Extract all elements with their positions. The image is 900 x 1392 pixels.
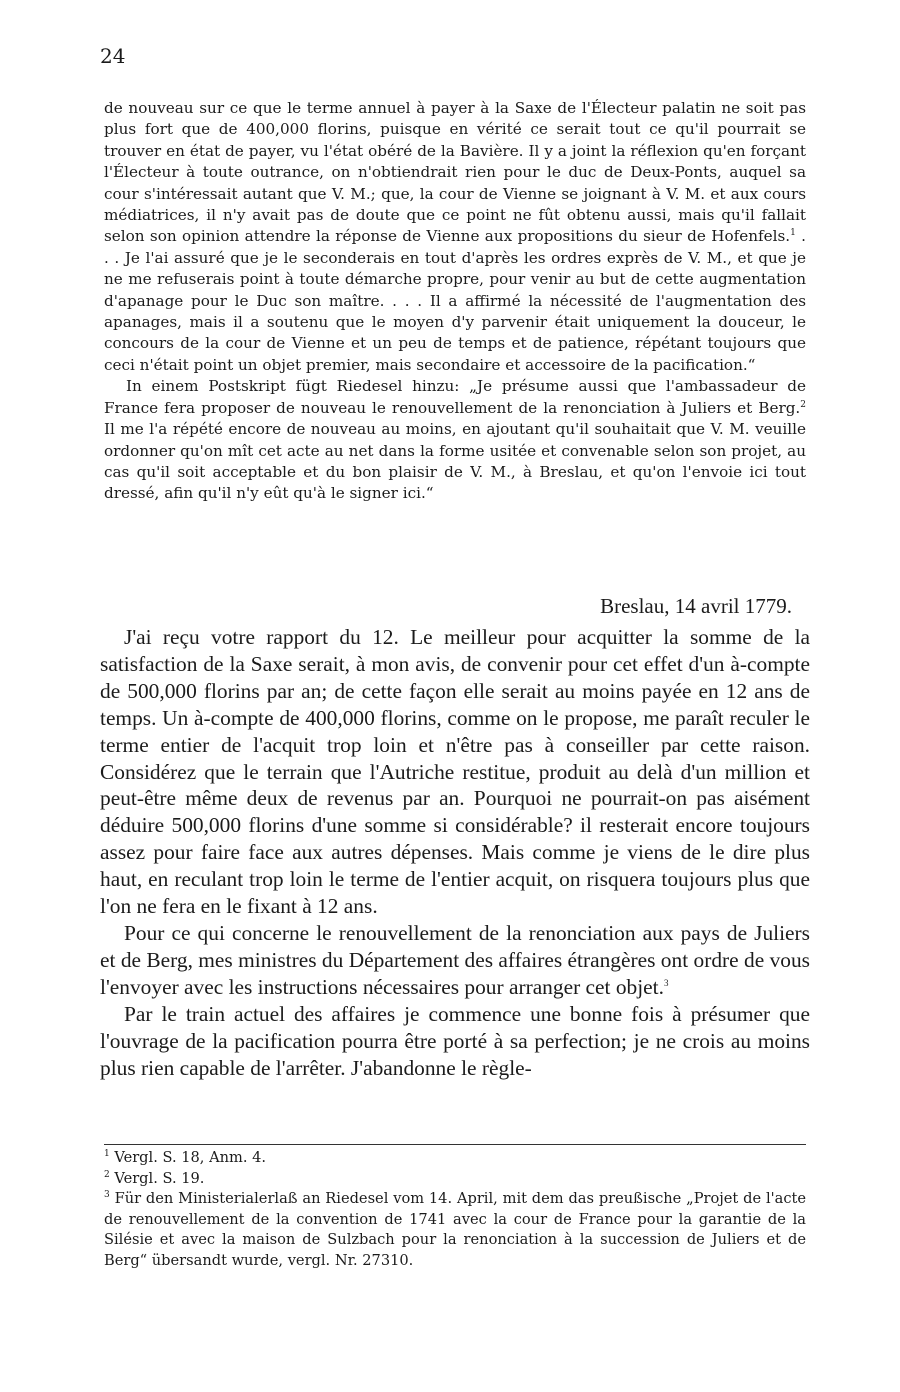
page-number: 24	[100, 44, 126, 68]
footnote-text: Vergl. S. 19.	[114, 1169, 205, 1187]
footnote	[104, 1169, 806, 1190]
report-quote	[104, 98, 806, 505]
paragraph-text-continued: Il me l'a répété encore de nouveau au moins, en ajoutant qu'il souhaitait que V. M. veuille ordonner qu'on mît cet acte au net dans la forme usitée et convenable selon son projet, au cas qu'il soit acceptable et du bon plaisir de V. M., à Breslau, et qu'on l'envoie ici tout dressé, afin qu'il n'y eût qu'à le signer ici.“	[104, 420, 806, 503]
paragraph-text: J'ai reçu votre rapport du 12. Le meilleur pour acquitter la somme de la satisfaction de la Saxe serait, à mon avis, de convenir pour cet effet d'un à-compte de 500,000 florins par an; de cette façon elle serait au moins payée en 12 ans de temps. Un à-compte de 400,000 florins, comme on le propose, me paraît reculer le terme entier de l'acquit trop loin et n'être pas à conseiller par cette raison. Considérez que le terrain que l'Autriche restitue, produit au delà d'un million et peut-être même deux de revenus par an. Pourquoi ne pourrait-on pas aisément déduire 500,000 florins d'une somme si considérable? il resterait encore toujours assez pour faire face aux autres dépenses. Mais comme je viens de le dire plus haut, en reculant trop loin le terme de l'entier acquit, on risquera toujours plus que l'on ne fera en le fixant à 12 ans.	[100, 625, 810, 919]
footnote-mark: 2	[104, 1169, 110, 1180]
letter-paragraph	[100, 920, 810, 1001]
letter-paragraph	[100, 1001, 810, 1082]
postscript-paragraph	[104, 376, 806, 504]
paragraph-text: Par le train actuel des affaires je commence une bonne fois à présumer que l'ouvrage de la pacification pourra être porté à sa perfection; je ne crois au moins plus rien capable de l'arrêter. J'abandonne le règle-	[100, 1001, 810, 1080]
footnote-ref: 2	[800, 399, 806, 410]
footnote-mark: 3	[104, 1190, 110, 1201]
footnote-divider	[104, 1144, 806, 1145]
paragraph-text: Pour ce qui concerne le renouvellement de la renonciation aux pays de Juliers et de Berg, mes ministres du Département des affaires étrangères ont ordre de vous l'envoyer avec les instructions nécessaires pour arranger cet objet.	[100, 920, 810, 999]
footnote-ref: 1	[790, 228, 796, 239]
letter-body	[100, 624, 810, 1081]
letter-paragraph	[100, 624, 810, 920]
footnotes	[104, 1148, 806, 1272]
footnote	[104, 1189, 806, 1271]
footnote-text: Vergl. S. 18, Anm. 4.	[114, 1149, 267, 1166]
footnote-ref: 3	[663, 977, 669, 988]
paragraph-text: In einem Postskript fügt Riedesel hinzu: „Je présume aussi que l'ambassadeur de France fera proposer de nouveau le renouvellement de la renonciation à Juliers et Berg.	[104, 377, 806, 417]
footnote	[104, 1148, 806, 1169]
paragraph-text-continued: . . . Je l'ai assuré que je le seconderais en tout d'après les ordres exprès de V. M., et que je ne me refuserais point à toute démarche propre, pour venir au but de cette augmentation d'apanage pour le Duc son maître. . . . Il a affirmé la nécessité de l'augmentation des apanages, mais il a soutenu que le moyen d'y parvenir était uniquement la douceur, le concours de la cour de Vienne et un peu de temps et de patience, répétant toujours que ceci n'était point un objet premier, mais secondaire et accessoire de la pacification.“	[104, 227, 806, 374]
footnote-text: Für den Ministerialerlaß an Riedesel vom 14. April, mit dem das preußische „Projet de l'acte de renouvellement de la convention de 1741 avec la cour de France pour la garantie de la Silésie et avec la maison de Sulzbach pour la renonciation à la succession de Juliers et de Berg“ übersandt wurde, vergl. Nr. 27310.	[104, 1190, 806, 1269]
footnote-mark: 1	[104, 1149, 110, 1160]
report-quote-paragraph	[104, 98, 806, 376]
dateline: Breslau, 14 avril 1779.	[600, 594, 792, 618]
paragraph-text: de nouveau sur ce que le terme annuel à payer à la Saxe de l'Électeur palatin ne soit pas plus fort que de 400,000 florins, puisque en vérité ce serait tout ce qu'il pourrait se trouver en état de payer, vu l'état obéré de la Bavière. Il y a joint la réflexion qu'en forçant l'Électeur à toute outrance, on n'obtiendrait rien pour le duc de Deux-Ponts, auquel sa cour s'intéressait autant que V. M.; que, la cour de Vienne se joignant à V. M. et aux cours médiatrices, il n'y avait pas de doute que ce point ne fût obtenu aussi, mais qu'il fallait selon son opinion attendre la réponse de Vienne aux propositions du sieur de Hofenfels.	[104, 99, 806, 246]
